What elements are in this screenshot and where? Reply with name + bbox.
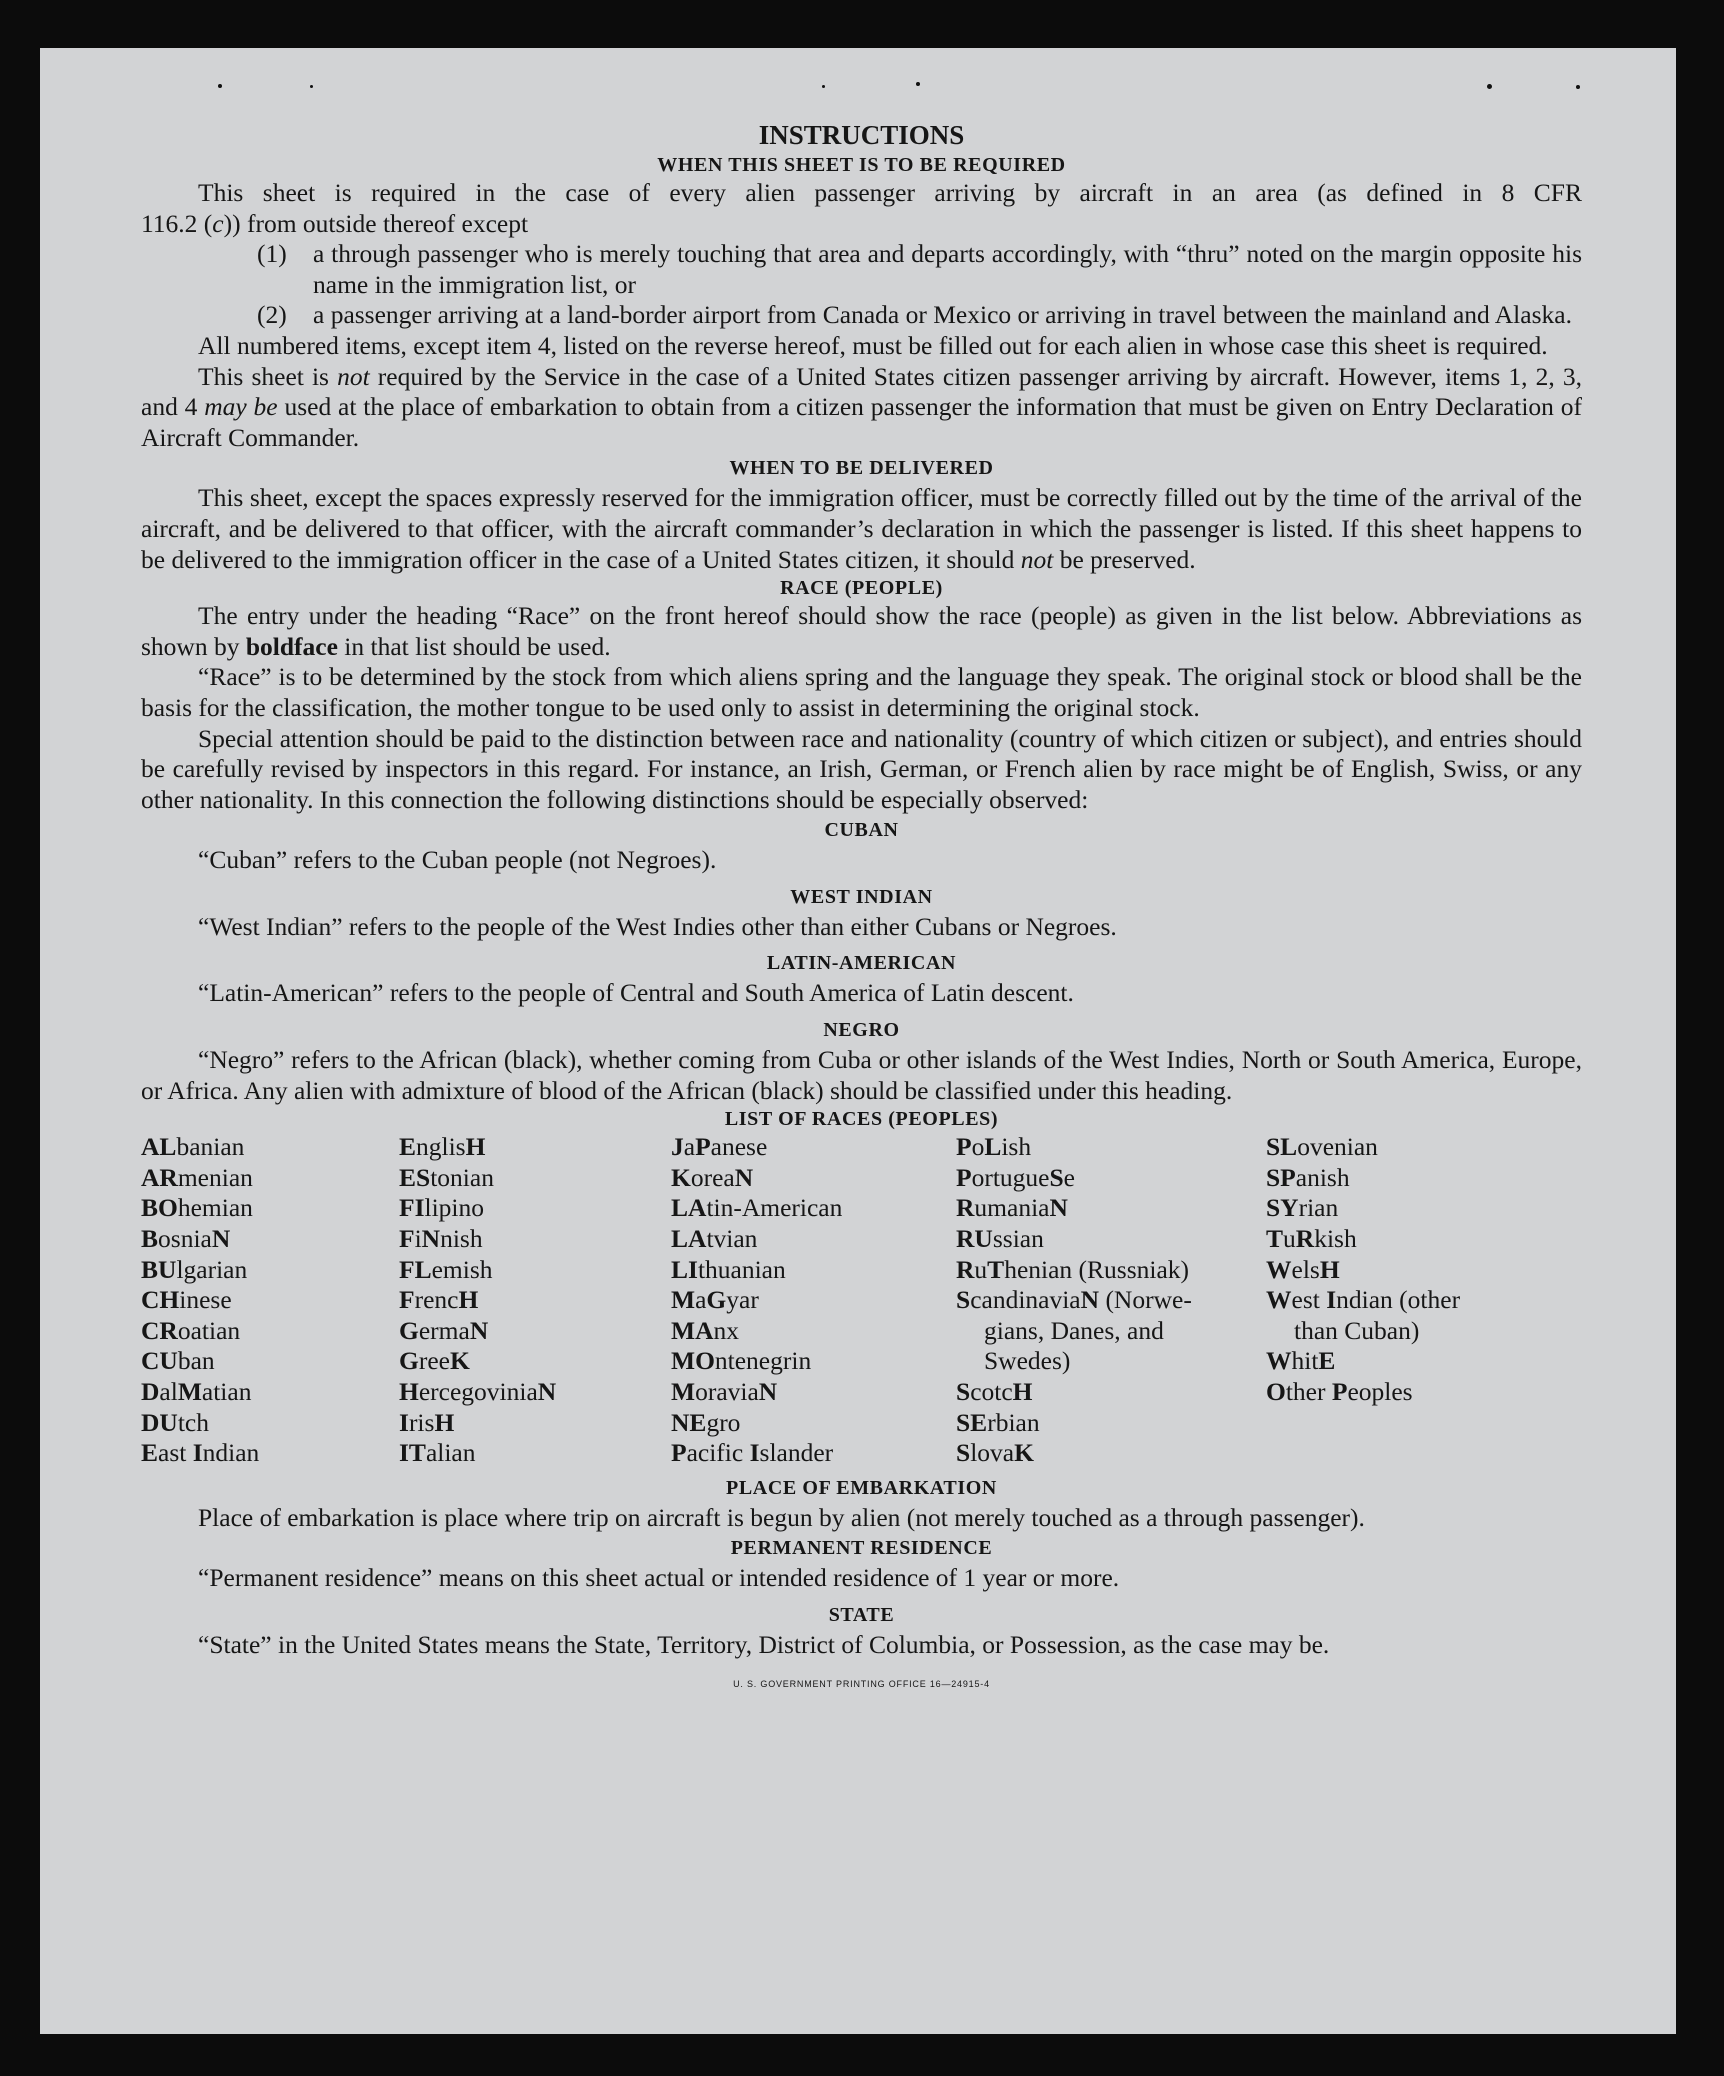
race-text: ndian: [202, 1438, 260, 1468]
race-abbrev: W: [1266, 1285, 1292, 1315]
race-text: ercegovinia: [418, 1377, 538, 1406]
italic-text: not: [337, 361, 370, 391]
text-span: This sheet, except the spaces expressly reserved for the immigration officer, must be correctly filled out by the time of the arrival of the aircraft, and be delivered to that officer, with the aircraft commander’s declaration in which the passenger is listed. If this sheet happens to be delivered to the immigration officer in the case of a United States citizen, it should: [141, 483, 1582, 574]
race-entry: [671, 1438, 956, 1469]
paragraph: [141, 483, 1582, 575]
race-abbrev: N: [1049, 1193, 1068, 1223]
race-text: erma: [418, 1315, 470, 1345]
race-entry: [1266, 1346, 1582, 1377]
section-heading: STATE: [828, 1603, 895, 1626]
race-abbrev: SL: [1266, 1132, 1298, 1162]
race-entry: [956, 1377, 1266, 1408]
race-text: menian: [177, 1162, 253, 1192]
race-text: u: [1283, 1224, 1296, 1254]
race-entry: [141, 1377, 399, 1408]
paragraph: [141, 362, 1582, 454]
list-item: [257, 239, 1582, 300]
race-abbrev: W: [1266, 1254, 1292, 1284]
section-heading: WHEN TO BE DELIVERED: [729, 457, 994, 480]
race-entry: [956, 1132, 1266, 1163]
race-abbrev: CR: [141, 1315, 178, 1345]
race-entry: [956, 1408, 1266, 1439]
race-abbrev: K: [1014, 1438, 1034, 1468]
text-span: )) from outside thereof except: [223, 208, 529, 238]
race-text: a: [683, 1132, 696, 1162]
race-abbrev: R: [956, 1254, 975, 1284]
race-text: acific: [686, 1438, 750, 1468]
race-text: anese: [710, 1132, 768, 1162]
italic-text: c: [212, 208, 224, 238]
race-entry: [1266, 1255, 1582, 1286]
race-text: gro: [706, 1407, 741, 1437]
italic-text: not: [1020, 544, 1054, 574]
race-text: ther: [1285, 1377, 1332, 1406]
punch-mark: [822, 85, 825, 88]
race-text: a: [695, 1285, 707, 1315]
race-column: [141, 1132, 399, 1469]
race-abbrev: H: [465, 1132, 486, 1162]
race-entry: Swedes): [984, 1346, 1071, 1376]
race-abbrev: P: [671, 1438, 687, 1468]
italic-text: may be: [204, 392, 278, 422]
race-abbrev: P: [956, 1132, 972, 1162]
race-abbrev: I: [749, 1438, 760, 1468]
paragraph: “Cuban” refers to the Cuban people (not Negroes).: [198, 845, 717, 875]
race-text: al: [159, 1377, 178, 1406]
race-abbrev: S: [956, 1438, 971, 1468]
race-abbrev: K: [671, 1162, 691, 1192]
item-number: (2): [257, 300, 287, 330]
race-entry: [956, 1163, 1266, 1194]
race-column: [399, 1132, 671, 1469]
race-entry: [399, 1132, 671, 1163]
race-entry: [399, 1163, 671, 1194]
exception-list: [257, 239, 1582, 331]
race-text: lova: [970, 1438, 1015, 1468]
race-abbrev: O: [1266, 1377, 1286, 1406]
race-text: i: [414, 1224, 422, 1254]
race-entry: [399, 1255, 671, 1286]
race-entry: [141, 1285, 399, 1316]
race-entry: [1266, 1193, 1582, 1224]
race-abbrev: I: [399, 1407, 409, 1437]
race-entry: [1266, 1285, 1582, 1316]
paragraph: Place of embarkation is place where trip on aircraft is begun by alien (not merely touched as a through passenger).: [198, 1502, 1365, 1532]
race-text: ndian (other: [1336, 1285, 1461, 1315]
race-entry: [1266, 1163, 1582, 1194]
race-abbrev: R: [1295, 1224, 1315, 1254]
race-entry: [671, 1408, 956, 1439]
race-abbrev: I: [192, 1438, 203, 1468]
race-text: emish: [431, 1254, 493, 1284]
instructions-content: [141, 118, 1582, 1699]
text-span: 116.2 (: [141, 208, 213, 238]
race-entry: [671, 1224, 956, 1255]
race-entry: [141, 1346, 399, 1377]
race-entry: [1266, 1224, 1582, 1255]
race-entry: [671, 1132, 956, 1163]
race-abbrev: BU: [141, 1254, 177, 1284]
race-entry: gians, Danes, and: [984, 1315, 1164, 1345]
race-text: cotc: [970, 1377, 1013, 1406]
race-text: eoples: [1347, 1377, 1413, 1406]
race-entry: [141, 1224, 399, 1255]
race-entry: [956, 1193, 1266, 1224]
race-text: osnia: [158, 1224, 212, 1254]
race-entry: [671, 1285, 956, 1316]
race-abbrev: G: [706, 1285, 727, 1315]
race-entry: [399, 1346, 671, 1377]
race-abbrev: IT: [399, 1438, 426, 1468]
race-text: rian: [1298, 1193, 1339, 1223]
race-abbrev: T: [987, 1254, 1005, 1284]
race-entry: [671, 1193, 956, 1224]
section-heading: PLACE OF EMBARKATION: [726, 1476, 997, 1499]
paragraph: “Negro” refers to the African (black), whether coming from Cuba or other islands of the West Indies, North or South America, Europe, or Africa. Any alien with admixture of blood of the African (black) should be classified under this heading.: [141, 1045, 1582, 1105]
race-abbrev: H: [458, 1285, 479, 1315]
section-heading: LIST OF RACES (PEOPLES): [724, 1108, 999, 1131]
punch-mark: [1487, 84, 1492, 89]
race-abbrev: LA: [671, 1193, 707, 1223]
race-text: alian: [425, 1438, 476, 1468]
race-abbrev: CH: [141, 1285, 180, 1315]
race-text: rbian: [987, 1407, 1040, 1437]
race-abbrev: N: [421, 1224, 441, 1254]
race-abbrev: FL: [399, 1254, 432, 1284]
race-abbrev: P: [956, 1162, 972, 1192]
text-span: This sheet is required in the case of every alien passenger arriving by aircraft in an area (as defined in 8 CFR: [198, 178, 1582, 207]
race-text: banian: [176, 1132, 245, 1162]
race-abbrev: S: [1049, 1162, 1064, 1192]
item-number: (1): [257, 239, 287, 269]
race-abbrev: H: [434, 1407, 455, 1437]
race-abbrev: LA: [671, 1224, 707, 1254]
race-abbrev: H: [399, 1377, 419, 1406]
section-heading: WEST INDIAN: [790, 885, 933, 908]
race-list: [141, 1132, 1582, 1469]
text-span: The entry under the heading “Race” on the front hereof should show the race (people) as given in the list below. Abbreviations as shown by: [141, 601, 1582, 661]
text-span: be preserved.: [1053, 544, 1196, 574]
race-text: est: [1291, 1285, 1327, 1315]
race-abbrev: MA: [671, 1315, 714, 1345]
race-entry: [399, 1438, 671, 1469]
race-column: [1266, 1132, 1582, 1469]
race-abbrev: T: [1266, 1224, 1284, 1254]
race-entry: [399, 1377, 671, 1408]
race-text: u: [974, 1254, 988, 1284]
punch-mark: [1576, 85, 1580, 89]
race-entry: [141, 1438, 399, 1469]
race-abbrev: M: [177, 1377, 202, 1406]
race-text: atian: [201, 1377, 252, 1406]
item-text: a passenger arriving at a land-border airport from Canada or Mexico or arriving in travel between the mainland and Alaska.: [313, 300, 1572, 330]
race-text: inese: [179, 1285, 232, 1315]
item-text: a through passenger who is merely touching that area and departs accordingly, with “thru” noted on the margin opposite his name in the immigration list, or: [313, 239, 1582, 299]
race-text: tvian: [706, 1224, 758, 1254]
race-text: lgarian: [176, 1254, 248, 1284]
race-text: umania: [974, 1193, 1050, 1223]
text-span: in that list should be used.: [337, 631, 611, 661]
race-entry: [956, 1224, 1266, 1255]
race-entry: [671, 1377, 956, 1408]
race-abbrev: L: [984, 1132, 1002, 1162]
race-abbrev: LI: [671, 1254, 698, 1284]
race-entry: [399, 1316, 671, 1347]
race-abbrev: I: [1326, 1285, 1337, 1315]
race-abbrev: SE: [956, 1407, 988, 1437]
race-text: henian (Russniak): [1004, 1254, 1190, 1284]
race-text: (Norwe-: [1099, 1285, 1192, 1315]
section-heading: WHEN THIS SHEET IS TO BE REQUIRED: [657, 154, 1066, 176]
paragraph: “State” in the United States means the State, Territory, District of Columbia, or Possession, as the case may be.: [198, 1629, 1330, 1659]
race-entry: [956, 1255, 1266, 1286]
race-abbrev: NE: [671, 1407, 707, 1437]
race-abbrev: R: [956, 1193, 975, 1223]
race-entry: [141, 1193, 399, 1224]
race-abbrev: K: [449, 1346, 470, 1376]
race-text: o: [971, 1132, 985, 1162]
race-text: ssian: [992, 1224, 1044, 1254]
race-text: nx: [713, 1315, 739, 1345]
race-text: oravia: [695, 1377, 759, 1406]
race-abbrev: N: [469, 1315, 489, 1345]
race-entry: [956, 1285, 1266, 1316]
race-entry: [399, 1224, 671, 1255]
race-abbrev: M: [671, 1285, 696, 1315]
race-text: lipino: [424, 1193, 485, 1223]
paragraph: “Permanent residence” means on this sheet actual or intended residence of 1 year or more.: [198, 1563, 1120, 1593]
race-text: ntenegrin: [714, 1346, 812, 1376]
race-abbrev: RU: [956, 1224, 993, 1254]
race-abbrev: N: [1080, 1285, 1100, 1315]
punch-mark: [218, 84, 222, 88]
document-sheet: [40, 48, 1676, 2034]
race-text: slander: [759, 1438, 834, 1468]
race-entry: [671, 1346, 956, 1377]
paragraph: Special attention should be paid to the distinction between race and nationality (country of which citizen or subject), and entries should be carefully revised by inspectors in this regard. For instance, an Irish, German, or French alien by race might be of English, Swiss, or any other nationality. In this connection the following distinctions should be especially observed:: [141, 723, 1582, 814]
race-abbrev: G: [399, 1315, 419, 1345]
race-entry: [141, 1132, 399, 1163]
paragraph: “Race” is to be determined by the stock from which aliens spring and the language they speak. The original stock or blood shall be the basis for the classification, the mother tongue to be used only to assist in determining the original stock.: [141, 662, 1582, 722]
section-heading: NEGRO: [823, 1019, 900, 1042]
race-text: tonian: [430, 1162, 494, 1192]
list-item: [257, 300, 1582, 331]
section-heading: CUBAN: [824, 819, 899, 842]
race-text: thuanian: [697, 1254, 786, 1284]
race-abbrev: SY: [1266, 1193, 1299, 1223]
race-entry: [141, 1163, 399, 1194]
race-entry: [1266, 1132, 1582, 1163]
race-entry: [671, 1255, 956, 1286]
race-entry: [671, 1163, 956, 1194]
race-abbrev: E: [399, 1132, 417, 1162]
race-text: ish: [1001, 1132, 1032, 1162]
race-text: ris: [408, 1407, 435, 1437]
race-entry: [141, 1408, 399, 1439]
race-text: yar: [726, 1285, 759, 1315]
race-column: [671, 1132, 956, 1469]
race-abbrev: CU: [141, 1346, 178, 1376]
race-entry: [956, 1438, 1266, 1469]
race-text: nglis: [416, 1132, 466, 1162]
race-entry: [399, 1285, 671, 1316]
race-text: ovenian: [1297, 1132, 1378, 1162]
race-abbrev: BO: [141, 1193, 178, 1223]
race-text: ban: [177, 1346, 215, 1376]
race-abbrev: S: [956, 1285, 971, 1315]
race-text: e: [1063, 1162, 1075, 1192]
paragraph: All numbered items, except item 4, listed on the reverse hereof, must be filled out for each alien in whose case this sheet is required.: [198, 330, 1548, 360]
race-abbrev: P: [695, 1132, 711, 1162]
race-abbrev: AL: [141, 1132, 177, 1162]
race-entry: [141, 1316, 399, 1347]
section-heading: LATIN-AMERICAN: [766, 952, 957, 975]
race-abbrev: FI: [399, 1193, 425, 1223]
race-abbrev: D: [141, 1377, 160, 1406]
race-abbrev: J: [671, 1132, 684, 1162]
paragraph: [141, 601, 1582, 662]
race-text: hit: [1291, 1346, 1319, 1376]
race-abbrev: ES: [399, 1162, 431, 1192]
text-span: required by the Service in the case of a United States citizen passenger arriving by aircraft. However, items 1, 2, 3, and 4: [141, 361, 1582, 422]
punch-mark: [916, 82, 920, 86]
race-abbrev: N: [734, 1162, 754, 1192]
race-text: anish: [1295, 1162, 1350, 1192]
bold-text: boldface: [245, 631, 338, 661]
race-abbrev: MO: [671, 1346, 715, 1376]
section-heading: PERMANENT RESIDENCE: [730, 1537, 993, 1560]
race-entry: [141, 1255, 399, 1286]
race-text: tch: [177, 1407, 209, 1437]
race-abbrev: N: [537, 1377, 557, 1406]
race-abbrev: G: [399, 1346, 419, 1376]
race-text: nish: [440, 1224, 483, 1254]
race-abbrev: F: [399, 1224, 415, 1254]
race-text: hemian: [177, 1193, 253, 1223]
race-abbrev: H: [1319, 1254, 1340, 1284]
race-abbrev: M: [671, 1377, 696, 1406]
paragraph: “West Indian” refers to the people of the West Indies other than either Cubans or Negroes.: [198, 911, 1117, 941]
race-abbrev: N: [758, 1377, 778, 1406]
race-text: ree: [418, 1346, 450, 1376]
race-abbrev: SP: [1266, 1162, 1296, 1192]
race-abbrev: E: [1318, 1346, 1336, 1376]
race-text: renc: [414, 1285, 459, 1315]
race-abbrev: F: [399, 1285, 415, 1315]
paragraph: [141, 178, 1582, 209]
text-span: used at the place of embarkation to obtain from a citizen passenger the information that must be given on Entry Declaration of Aircraft Commander.: [141, 392, 1582, 452]
race-abbrev: E: [141, 1438, 159, 1468]
race-abbrev: AR: [141, 1162, 178, 1192]
page-title: INSTRUCTIONS: [758, 120, 965, 150]
printer-imprint: U. S. GOVERNMENT PRINTING OFFICE 16—24915-4: [733, 1678, 990, 1689]
race-text: candinavia: [970, 1285, 1081, 1315]
section-heading: RACE (PEOPLE): [780, 577, 943, 600]
race-text: oatian: [177, 1315, 241, 1345]
race-abbrev: H: [1012, 1377, 1033, 1406]
race-entry: [671, 1316, 956, 1347]
race-text: els: [1291, 1254, 1320, 1284]
punch-mark: [310, 85, 313, 88]
race-text: kish: [1314, 1224, 1357, 1254]
race-text: tin-American: [706, 1193, 843, 1223]
race-entry: than Cuban): [1294, 1315, 1420, 1345]
race-abbrev: S: [956, 1377, 971, 1406]
race-entry: [399, 1408, 671, 1439]
race-abbrev: N: [211, 1224, 231, 1254]
paragraph: [141, 209, 1582, 240]
race-entry: [1266, 1377, 1582, 1408]
race-column: [956, 1132, 1266, 1469]
race-text: ortugue: [971, 1162, 1050, 1192]
race-text: ast: [158, 1438, 193, 1468]
text-span: This sheet is: [198, 361, 338, 391]
race-abbrev: DU: [141, 1407, 178, 1437]
race-abbrev: B: [141, 1224, 159, 1254]
race-entry: [399, 1193, 671, 1224]
race-abbrev: P: [1331, 1377, 1348, 1406]
race-abbrev: W: [1266, 1346, 1292, 1376]
race-text: orea: [690, 1162, 735, 1192]
paragraph: “Latin-American” refers to the people of Central and South America of Latin descent.: [198, 978, 1074, 1008]
